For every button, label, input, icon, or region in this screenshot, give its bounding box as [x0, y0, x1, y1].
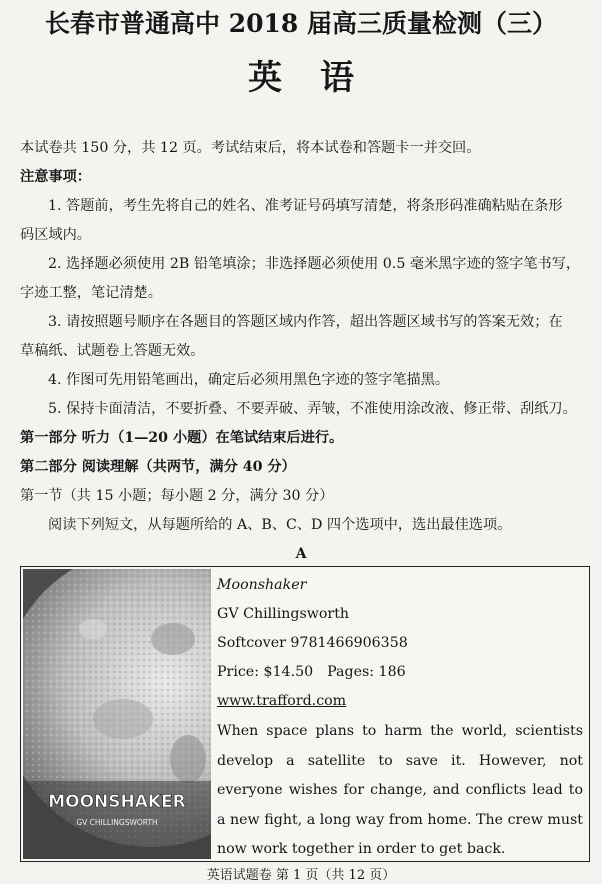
notice-heading: 注意事项： — [20, 169, 91, 185]
book-pages: Pages: 186 — [327, 664, 406, 680]
notice-5: 5. 保持卡面清洁，不要折叠、不要弄破、弄皱，不准使用涂改液、修正带、刮纸刀。 — [48, 401, 577, 417]
exam-title: 长春市普通高中 2018 届高三质量检测（三） — [45, 9, 557, 38]
intro-text: 本试卷共 150 分，共 12 页。考试结束后，将本试卷和答题卡一并交回。 — [20, 140, 481, 156]
book-advert-box — [20, 566, 590, 862]
notice-2-line-1: 2. 选择题必须使用 2B 铅笔填涂；非选择题必须使用 0.5 毫米黑字迹的签字笔书写， — [48, 256, 581, 272]
notice-3-line-1: 3. 请按照题号顺序在各题目的答题区域内作答，超出答题区域书写的答案无效；在 — [48, 314, 563, 330]
subject-title: 英语 — [248, 58, 392, 98]
notice-3-line-2: 草稿纸、试题卷上答题无效。 — [20, 343, 205, 359]
book-url[interactable]: www.trafford.com — [217, 693, 347, 709]
notice-4: 4. 作图可先用铅笔画出，确定后必须用黑色字迹的签字笔描黑。 — [48, 372, 450, 388]
reading-instruction: 阅读下列短文，从每题所给的 A、B、C、D 四个选项中，选出最佳选项。 — [48, 517, 512, 533]
book-description: When space plans to harm the world, scientists develop a satellite to save it. However, not everyone wishes for change, and conflicts lead to a new fight, a long way from home. The crew must now work together in order to get back. — [217, 723, 583, 857]
book-title: Moonshaker — [217, 577, 307, 593]
notice-1-line-1: 1. 答题前，考生先将自己的姓名、准考证号码填写清楚，将条形码准确粘贴在条形 — [48, 198, 563, 214]
notice-1-line-2: 码区域内。 — [20, 227, 91, 243]
book-price: Price: $14.50 — [217, 664, 314, 680]
book-price-pages — [217, 658, 583, 687]
passage-label: A — [295, 546, 307, 562]
notice-2-line-2: 字迹工整，笔记清楚。 — [20, 285, 162, 301]
moon-illustration — [23, 569, 211, 859]
book-details — [217, 571, 583, 865]
book-cover-image — [23, 569, 211, 859]
page-footer: 英语试题卷 第 1 页（共 12 页） — [206, 868, 396, 883]
cover-author-text: GV CHILLINGSWORTH — [76, 818, 158, 827]
section-1-heading: 第一节（共 15 小题；每小题 2 分，满分 30 分） — [20, 488, 334, 504]
part-1-heading: 第一部分 听力（1—20 小题）在笔试结束后进行。 — [20, 430, 344, 446]
book-format: Softcover 9781466906358 — [217, 635, 408, 651]
book-author: GV Chillingsworth — [217, 606, 350, 622]
cover-title-text: MOONSHAKER — [48, 792, 186, 812]
part-2-heading: 第二部分 阅读理解（共两节，满分 40 分） — [20, 459, 296, 475]
